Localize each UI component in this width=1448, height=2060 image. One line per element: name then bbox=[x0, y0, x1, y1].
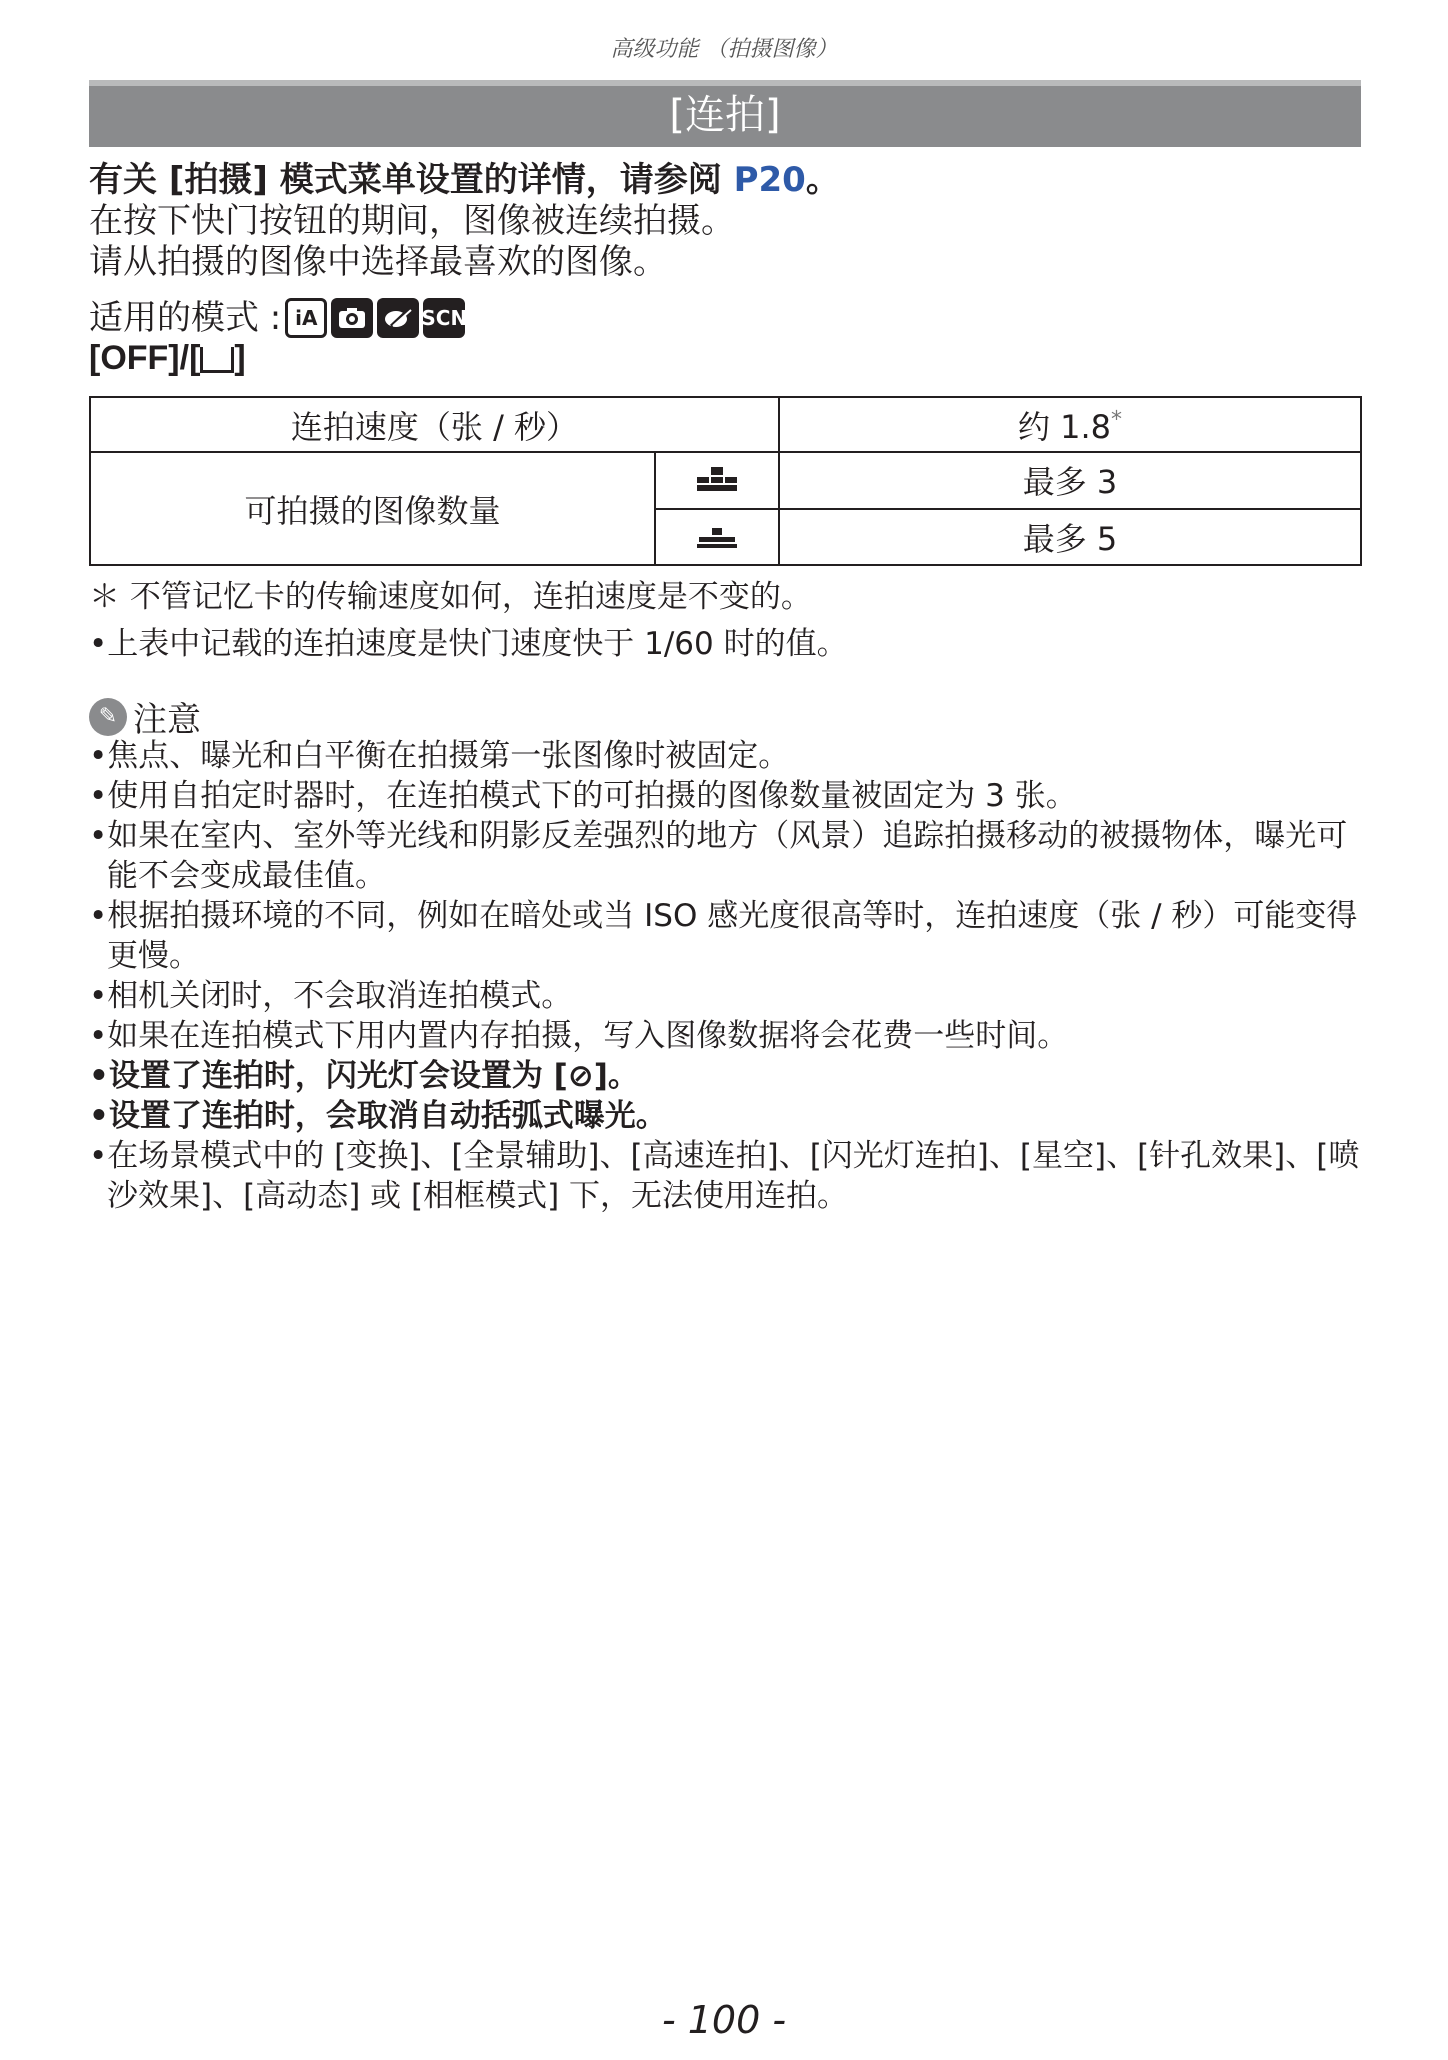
count-value-small: 最多 5 bbox=[1022, 519, 1118, 558]
burst-settings-end: ] bbox=[234, 339, 246, 377]
table-row bbox=[90, 397, 1361, 452]
intelligent-auto-mode-icon: iA bbox=[285, 298, 327, 338]
count-label: 可拍摄的图像数量 bbox=[244, 491, 501, 530]
speed-value-cell bbox=[779, 397, 1361, 452]
intro-line-2: 在按下快门按钮的期间，图像被连续拍摄。 bbox=[89, 201, 735, 241]
applicable-modes bbox=[89, 298, 468, 378]
size-icon-cell bbox=[655, 509, 779, 566]
page-number: - 100 - bbox=[661, 1998, 787, 2042]
page-reference-link[interactable]: P20 bbox=[733, 160, 806, 200]
note-item: •在场景模式中的 [变换]、[全景辅助]、[高速连拍]、[闪光灯连拍]、[星空]、[针孔效果]、[喷沙效果]、[高动态] 或 [相框模式] 下，无法使用连拍。 bbox=[89, 1138, 1360, 1214]
speed-label: 连拍速度（张 / 秒） bbox=[290, 407, 579, 446]
count-value-large: 最多 3 bbox=[1022, 463, 1118, 502]
note-heading-text: 注意 bbox=[133, 700, 201, 740]
intro-line-3: 请从拍摄的图像中选择最喜欢的图像。 bbox=[89, 242, 667, 282]
modes-row bbox=[89, 298, 468, 338]
creative-control-mode-icon bbox=[377, 298, 419, 338]
intro-line-1-suffix: 。 bbox=[805, 160, 840, 200]
burst-spec-table bbox=[89, 396, 1362, 566]
small-size-icon bbox=[695, 524, 739, 548]
note-heading bbox=[89, 692, 201, 741]
burst-icon bbox=[200, 347, 234, 373]
speed-label-cell bbox=[90, 397, 779, 452]
speed-value: 约 1.8 bbox=[1017, 407, 1112, 446]
camera-mode-icon bbox=[331, 298, 373, 338]
note-item: •使用自拍定时器时，在连拍模式下的可拍摄的图像数量被固定为 3 张。 bbox=[89, 778, 1077, 814]
footnote-item: •上表中记载的连拍速度是快门速度快于 1/60 时的值。 bbox=[89, 626, 848, 662]
count-value-cell bbox=[779, 509, 1361, 566]
footnotes bbox=[89, 574, 1361, 668]
note-item: •设置了连拍时，会取消自动括弧式曝光。 bbox=[89, 1098, 667, 1134]
size-icon-cell bbox=[655, 452, 779, 509]
speed-footnote-mark: * bbox=[1111, 406, 1123, 432]
burst-settings-text: [OFF]/[ bbox=[89, 339, 201, 377]
note-item: •如果在室内、室外等光线和阴影反差强烈的地方（风景）追踪拍摄移动的被摄物体，曝光可能不会变成最佳值。 bbox=[89, 818, 1348, 894]
section-title: [连拍] bbox=[669, 92, 781, 138]
note-list bbox=[89, 736, 1369, 1216]
note-item: •如果在连拍模式下用内置内存拍摄，写入图像数据将会花费一些时间。 bbox=[89, 1018, 1069, 1054]
large-size-icon bbox=[695, 467, 739, 491]
intro-block bbox=[89, 160, 1361, 283]
table-row bbox=[90, 452, 1361, 509]
count-label-cell bbox=[90, 452, 655, 565]
page-header-caption: 高级功能 （拍摄图像） bbox=[610, 37, 838, 62]
pencil-icon: ✎ bbox=[89, 698, 127, 736]
note-item: •根据拍摄环境的不同，例如在暗处或当 ISO 感光度很高等时，连拍速度（张 / 秒）可能变得更慢。 bbox=[89, 898, 1358, 974]
note-item: •设置了连拍时，闪光灯会设置为 [⊘]。 bbox=[89, 1058, 639, 1094]
intro-line-1-text: 有关 [拍摄] 模式菜单设置的详情，请参阅 bbox=[89, 160, 734, 200]
note-item: •焦点、曝光和白平衡在拍摄第一张图像时被固定。 bbox=[89, 738, 790, 774]
burst-settings-line bbox=[89, 338, 465, 378]
footnote-item: ＊ 不管记忆卡的传输速度如何，连拍速度是不变的。 bbox=[89, 579, 812, 615]
count-value-cell bbox=[779, 452, 1361, 509]
intro-line-1 bbox=[89, 160, 1361, 201]
note-item: •相机关闭时，不会取消连拍模式。 bbox=[89, 978, 573, 1014]
modes-label: 适用的模式 : bbox=[89, 298, 282, 338]
section-title-bar bbox=[89, 80, 1361, 147]
scene-mode-icon: SCN bbox=[423, 298, 465, 338]
